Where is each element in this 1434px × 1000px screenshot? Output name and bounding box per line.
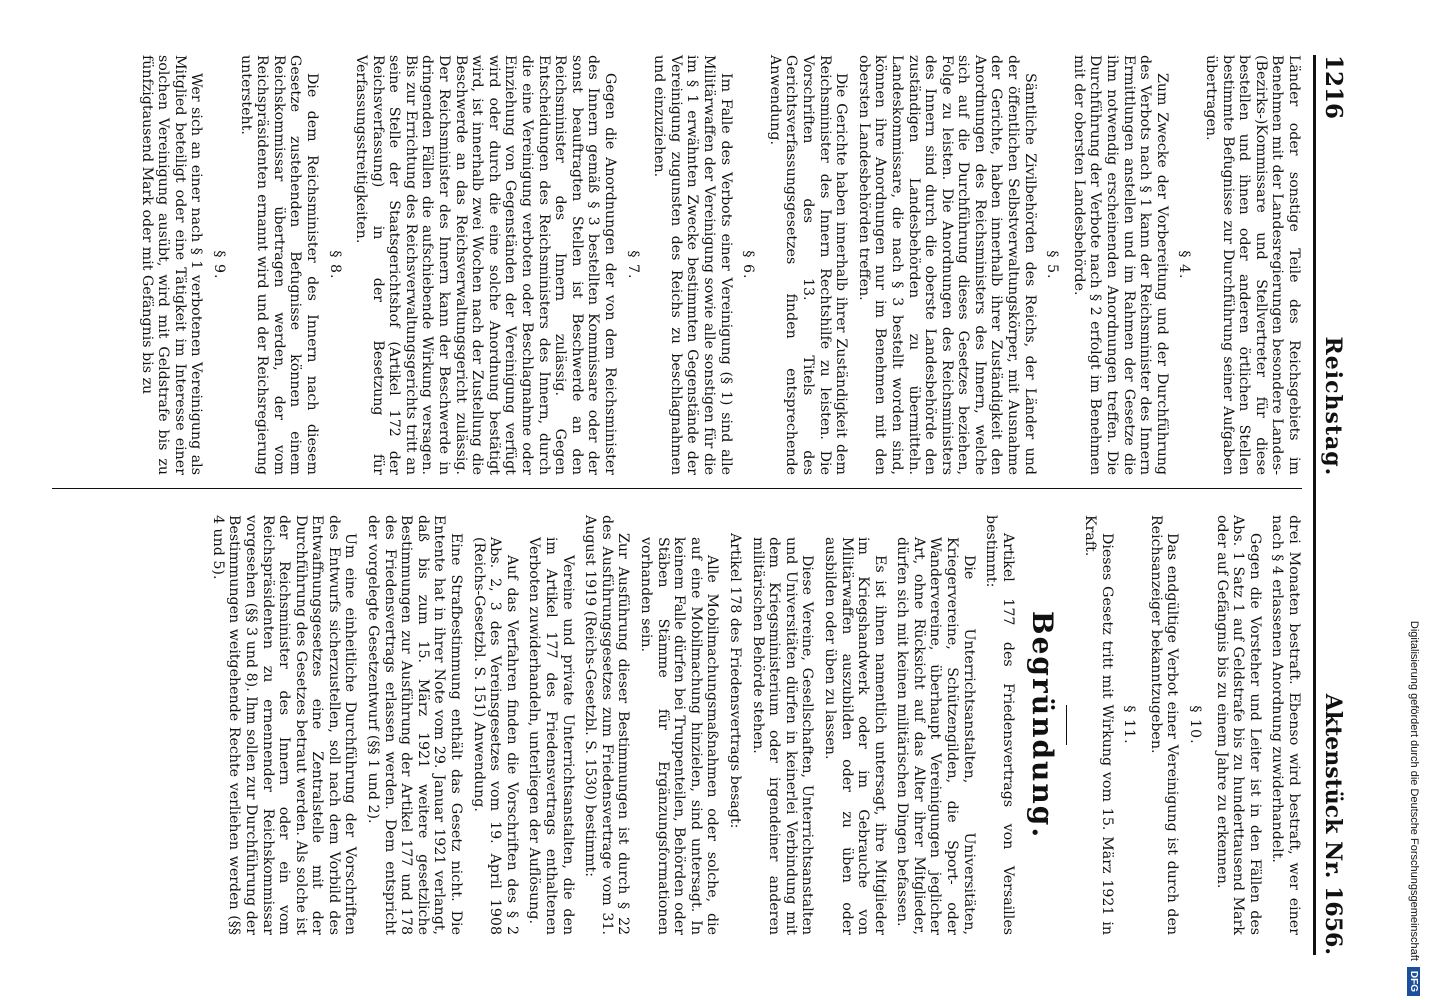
paragraph: Länder oder sonstige Teile des Reichsgebiets im Benehmen mit der Landesregierungen besondere Landes-(Bezirks-)Kommissare und Stellvertreter für diese bestellen und ihnen oder anderen örtlichen Stellen bestimmte Befugnisse zur Durchführung seiner Aufgaben übertragen. bbox=[1203, 55, 1302, 475]
quote-block bbox=[821, 537, 887, 935]
paragraph: Die Gerichte haben innerhalb ihrer Zuständigkeit dem Reichsminister des Innern Rechtshilfe zu leisten. Die Vorschriften des 13. Titels des Gerichtsverfassungsgesetzes finden entsprechende Anwendung. bbox=[766, 55, 850, 475]
paragraph: Dieses Gesetz tritt mit Wirkung vom 15. März 1921 in Kraft. bbox=[1082, 515, 1115, 935]
paragraph: Wer sich an einer nach § 1 verbotenen Vereinigung als Mitglied beteiligt oder eine Tätigkeit im Interesse einer solchen Vereinigung ausübt, wird mit Geldstrafe bis zu fünfzigtausend Mark oder mit Gefängnis bis zu bbox=[138, 55, 205, 475]
paragraph: Gegen die Anordnungen der von dem Reichsminister des Innern gemäß § 3 bestellten Kommissare oder der sonst beauftragten Stellen ist Beschwerde an den Reichsminister des Innern zulässig. Gegen Entscheidungen des Reichsministers des Innern, durch die eine Vereinigung verboten oder Beschlagnahme oder Einziehung von Gegenständen der Vereinigung verfügt wird oder durch die eine solche Anordnung bestätigt wird, ist innerhalb zwei Wochen nach der Zustellung die Beschwerde an das Reichsverwaltungsgericht zulässig. Der Reichsminister des Innern kann der Beschwerde in dringenden Fällen die aufschiebende Wirkung versagen. Bis zur Errichtung des Reichsverwaltungsgerichts tritt an seine Stelle der Staatsgerichtshof (Artikel 172 der Reichsverfassung) in der Besetzung für Verfassungsstreitigkeiten. bbox=[353, 55, 619, 475]
quote-block bbox=[894, 537, 977, 935]
paragraph: Die dem Reichsminister des Innern nach diesem Gesetze zustehenden Befugnisse können einem Reichskommissar übertragen werden, der vom Reichspräsidenten ernannt wird und der Reichsregierung untersteht. bbox=[237, 55, 320, 475]
quoted-paragraph: Alle Mobilmachungsmaßnahmen oder solche, die auf eine Mobilmachung hinzielen, sind untersagt. In keinem Falle dürfen bei Truppenteilen, Behörden oder Stäben Stämme für Ergänzungsformationen vorhanden sein. bbox=[638, 537, 721, 935]
paragraph: Zur Ausführung dieser Bestimmungen ist durch § 22 des Ausführungsgesetzes zum Friedensvertrage vom 31. August 1919 (Reichs-Gesetzbl. S. 1530) bestimmt: bbox=[582, 515, 632, 935]
page-header bbox=[1320, 55, 1360, 955]
document-number: Aktenstück Nr. 1656. bbox=[1320, 693, 1346, 955]
paragraph: drei Monaten bestraft. Ebenso wird bestraft, wer einer nach § 4 erlassenen Anordnung zuwiderhandelt. bbox=[1269, 515, 1302, 935]
quoted-paragraph: Vereine und private Unterrichtsanstalten, die den im Artikel 177 des Friedensvertrags enthaltenen Verboten zuwiderhandeln, unterliegen der Auflösung. bbox=[526, 537, 576, 935]
justification-title: Begründung. bbox=[1026, 610, 1060, 840]
dfg-logo: DFG bbox=[1408, 967, 1421, 996]
quoted-paragraph: Die Unterrichtsanstalten, Universitäten, Kriegervereine, Schützengilden, die Sport- oder Wandervereine, überhaupt Vereinigungen jeglicher Art, ohne Rücksicht auf das Alter ihrer Mitglieder, dürfen sich mit keinen militärischen Dingen befassen. bbox=[894, 537, 977, 935]
section-heading: § 4. bbox=[1176, 250, 1193, 280]
paragraph: Um eine einheitliche Durchführung der Vorschriften des Entwurfs sicherzustellen, soll nach dem Vorbild des Entwaffnungsgesetzes eine Zentralstelle mit der Durchführung des Gesetzes betraut werden. Als solche ist der Reichsminister des Innern oder ein vom Reichspräsidenten zu ernennender Reichskommissar vorgesehen (§§ 3 und 8). Ihm sollen zur Durchführung der Bestimmungen weitgehende Rechte verliehen werden (§§ 4 und 5). bbox=[209, 515, 359, 935]
column-divider bbox=[52, 488, 1302, 489]
section-separator bbox=[1066, 705, 1067, 745]
quote-block bbox=[526, 537, 576, 935]
section-heading: § 9. bbox=[210, 250, 227, 280]
paragraph: Das endgültige Verbot einer Vereinigung ist durch den Reichsanzeiger bekanntzugeben. bbox=[1147, 515, 1181, 935]
section-heading: § 5. bbox=[1044, 250, 1061, 280]
section-heading: § 11. bbox=[1121, 705, 1138, 745]
quoted-paragraph: Es ist ihnen namentlich untersagt, ihre Mitglieder im Kriegshandwerk oder im Gebrauche von Militärwaffen auszubilden oder zu üben oder ausbilden oder üben zu lassen. bbox=[821, 537, 888, 935]
paragraph: Eine Strafbestimmung enthält das Gesetz nicht. Die Entente hat in ihrer Note vom 29. Januar 1921 verlangt, daß bis zum 15. März 1921 weitere gesetzliche Bestimmungen zur Ausführung der Artikel 177 und 178 des Friedensvertrags erlassen werden. Dem entspricht der vorgelegte Gesetzentwurf (§§ 1 und 2). bbox=[365, 515, 465, 935]
digitization-note bbox=[1401, 6, 1427, 996]
quoted-paragraph: Auf das Verfahren finden die Vorschriften des § 2 Abs. 2, 3 des Vereinsgesetzes vom 19. April 1908 (Reichs-Gesetzbl. S. 151) Anwendung. bbox=[470, 537, 520, 935]
paragraph: Artikel 178 des Friedensvertrags besagt: bbox=[726, 533, 743, 829]
section-heading: § 10. bbox=[1187, 705, 1204, 745]
paragraph: Im Falle des Verbots einer Vereinigung (§ 1) sind alle Militärwaffen der Vereinigung sowie alle sonstigen für die im § 1 erwähnten Zwecke bestimmten Gegenstände der Vereinigung zugunsten des Reichs zu beschlagnahmen und einzuziehen. bbox=[651, 55, 734, 475]
journal-title: Reichstag. bbox=[1320, 336, 1346, 477]
paragraph: Sämtliche Zivilbehörden des Reichs, der Länder und der öffentlichen Selbstverwaltungskörper, mit Ausnahme der Gerichte, haben innerhalb ihrer Zuständigkeit den Anordnungen des Reichsministers des Innern, welche sich auf die Durchführung dieses Gesetzes beziehen, Folge zu leisten. Die Anordnungen des Reichsministers des Innern sind durch die oberste Landesbehörde den zuständigen Landesbehörden zu übermitteln. Landeskommissare, die nach § 3 bestellt worden sind, können ihre Anordnungen nur im Benehmen mit den obersten Landesbehörden treffen. bbox=[855, 55, 1038, 475]
section-heading: § 7. bbox=[624, 250, 641, 280]
section-heading: § 8. bbox=[326, 250, 343, 280]
right-column bbox=[203, 515, 1302, 935]
left-column bbox=[132, 55, 1302, 475]
header-rule bbox=[1313, 55, 1316, 955]
page-number: 1216 bbox=[1320, 55, 1347, 120]
paragraph: Artikel 177 des Friedensvertrags von Versailles bestimmt: bbox=[983, 515, 1016, 935]
paragraph: Gegen die Vorsteher und Leiter ist in den Fällen des Abs. 1 Satz 1 auf Geldstrafe bis zu hunderttausend Mark oder auf Gefängnis bis zu einem Jahre zu erkennen. bbox=[1213, 515, 1263, 935]
digitization-note-text: Digitalisierung gefördert durch die Deutsche Forschungsgemeinschaft bbox=[1408, 620, 1420, 961]
section-heading: § 6. bbox=[740, 250, 757, 280]
quote-block bbox=[749, 537, 815, 935]
quote-block bbox=[637, 537, 720, 935]
paragraph: Zum Zwecke der Vorbereitung und der Durchführung des Verbots nach § 1 kann der Reichsminister des Innern Ermittlungen anstellen und im Rahmen der Gesetze die ihm notwendig erscheinenden Anordnungen treffen. Die Durchführung der Verbote nach § 2 erfolgt im Benehmen mit der obersten Landesbehörde. bbox=[1070, 55, 1170, 475]
quote-block bbox=[470, 537, 520, 935]
quoted-paragraph: Diese Vereine, Gesellschaften, Unterrichtsanstalten und Universitäten dürfen in keinerlei Verbindung mit dem Kriegsministerium oder irgendeiner anderen militärischen Behörde stehen. bbox=[749, 537, 816, 935]
